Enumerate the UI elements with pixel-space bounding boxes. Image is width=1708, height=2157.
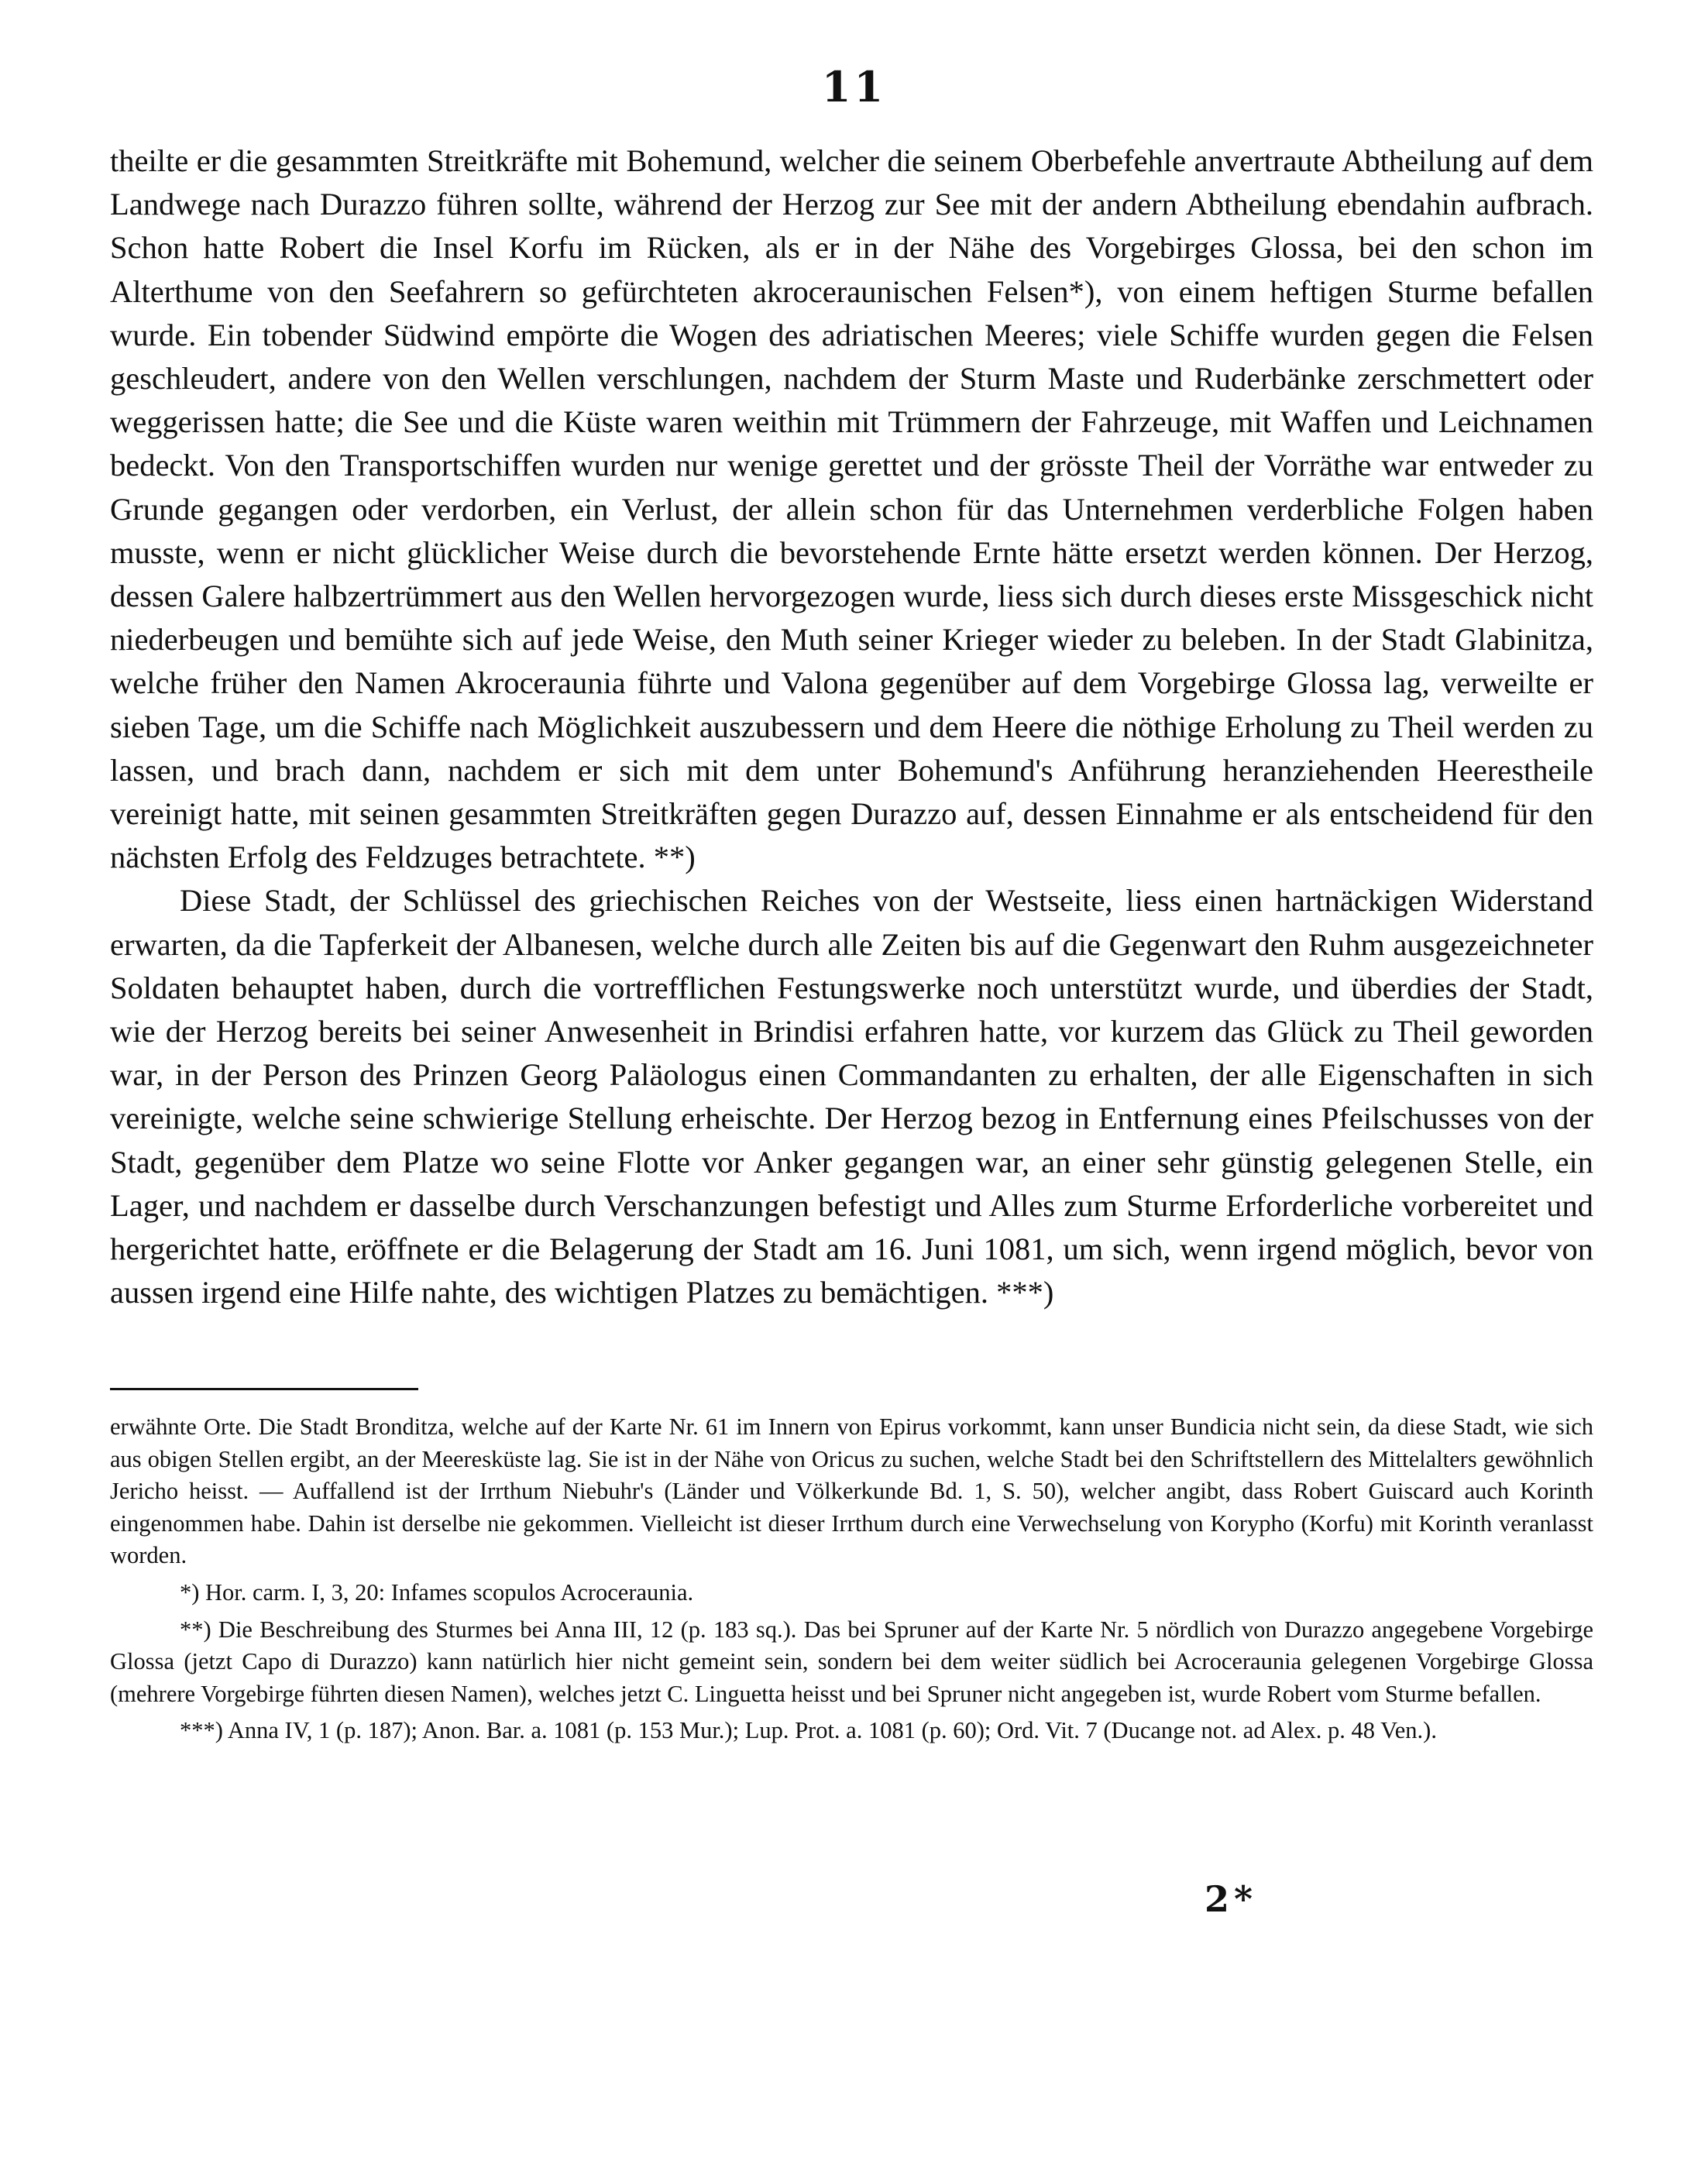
footnote: **) Die Beschreibung des Sturmes bei Anna III, 12 (p. 183 sq.). Das bei Spruner auf der Karte Nr. 5 nördlich von Durazzo angegebene Vorgebirge Glossa (jetzt Capo di Durazzo) kann natürlich hier nicht gemeint sein, sondern bei dem weiter südlich bei Acroceraunia gelegenen Vorgebirge Glossa (mehrere Vorgebirge führten diesen Namen), welches jetzt C. Linguetta heisst und bei Spruner nicht angegeben ist, wurde Robert vom Sturme befallen.	[110, 1616, 1593, 1707]
main-text	[110, 139, 1593, 1314]
paragraph: Diese Stadt, der Schlüssel des griechischen Reiches von der Westseite, liess einen hartnäckigen Widerstand erwarten, da die Tapferkeit der Albanesen, welche durch alle Zeiten bis auf die Gegenwart den Ruhm ausgezeichneter Soldaten behauptet haben, durch die vortrefflichen Festungswerke noch unterstützt wurde, und überdies der Stadt, wie der Herzog bereits bei seiner Anwesenheit in Brindisi erfahren hatte, vor kurzem das Glück zu Theil geworden war, in der Person des Prinzen Georg Paläologus einen Commandanten zu erhalten, der alle Eigenschaften in sich vereinigte, welche seine schwierige Stellung erheischte. Der Herzog bezog in Entfernung eines Pfeilschusses von der Stadt, gegenüber dem Platze wo seine Flotte vor Anker gegangen war, an einer sehr günstig gelegenen Stelle, ein Lager, und nachdem er dasselbe durch Verschanzungen befestigt und Alles zum Sturme Erforderliche vorbereitet und hergerichtet hatte, eröffnete er die Belagerung der Stadt am 16. Juni 1081, um sich, wenn irgend möglich, bevor von aussen irgend eine Hilfe nahte, des wichtigen Platzes zu bemächtigen. ***)	[110, 883, 1593, 1310]
footnote-continuation: erwähnte Orte. Die Stadt Bronditza, welche auf der Karte Nr. 61 im Innern von Epirus vorkommt, kann unser Bundicia nicht sein, da diese Stadt, wie sich aus obigen Stellen ergibt, an der Meeresküste lag. Sie ist in der Nähe von Oricus zu suchen, welche Stadt bei den Schriftstellern des Mittelalters gewöhnlich Jericho heisst. — Auffallend ist der Irrthum Niebuhr's (Länder und Völkerkunde Bd. 1, S. 50), welcher angibt, dass Robert Guiscard auch Korinth eingenommen habe. Dahin ist derselbe nie gekommen. Vielleicht ist dieser Irrthum durch eine Verwechselung von Korypho (Korfu) mit Korinth veranlasst worden.	[110, 1413, 1593, 1569]
paragraph: theilte er die gesammten Streitkräfte mit Bohemund, welcher die seinem Oberbefehle anvertraute Abtheilung auf dem Landwege nach Durazzo führen sollte, während der Herzog zur See mit der andern Abtheilung ebendahin aufbrach. Schon hatte Robert die Insel Korfu im Rücken, als er in der Nähe des Vorgebirges Glossa, bei den schon im Alterthume von den Seefahrern so gefürchteten akroceraunischen Felsen*), von einem heftigen Sturme befallen wurde. Ein tobender Südwind empörte die Wogen des adriatischen Meeres; viele Schiffe wurden gegen die Felsen geschleudert, andere von den Wellen verschlungen, nachdem der Sturm Maste und Ruderbänke zerschmettert oder weggerissen hatte; die See und die Küste waren weithin mit Trümmern der Fahrzeuge, mit Waffen und Leichnamen bedeckt. Von den Transportschiffen wurden nur wenige gerettet und der grösste Theil der Vorräthe war entweder zu Grunde gegangen oder verdorben, ein Verlust, der allein schon für das Unternehmen verderbliche Folgen haben musste, wenn er nicht glücklicher Weise durch die bevorstehende Ernte hätte ersetzt werden können. Der Herzog, dessen Galere halbzertrümmert aus den Wellen hervorgezogen wurde, liess sich durch dieses erste Missgeschick nicht niederbeugen und bemühte sich auf jede Weise, den Muth seiner Krieger wieder zu beleben. In der Stadt Glabinitza, welche früher den Namen Akroceraunia führte und Valona gegenüber auf dem Vorgebirge Glossa lag, verweilte er sieben Tage, um die Schiffe nach Möglichkeit auszubessern und dem Heere die nöthige Erholung zu Theil werden zu lassen, und brach dann, nachdem er sich mit dem unter Bohemund's Anführung heranziehenden Heerestheile vereinigt hatte, mit seinen gesammten Streitkräften gegen Durazzo auf, dessen Einnahme er als entscheidend für den nächsten Erfolg des Feldzuges betrachtete. **)	[110, 143, 1593, 875]
footnote-separator	[110, 1388, 418, 1390]
footnote: *) Hor. carm. I, 3, 20: Infames scopulos Acroceraunia.	[180, 1578, 694, 1606]
footnote: ***) Anna IV, 1 (p. 187); Anon. Bar. a. 1081 (p. 153 Mur.); Lup. Prot. a. 1081 (p. 60); Ord. Vit. 7 (Ducange not. ad Alex. p. 48 Ven.).	[180, 1717, 1437, 1744]
page-number: 11	[821, 62, 887, 112]
signature-mark: 2*	[1205, 1878, 1258, 1920]
footnotes	[110, 1411, 1593, 1747]
